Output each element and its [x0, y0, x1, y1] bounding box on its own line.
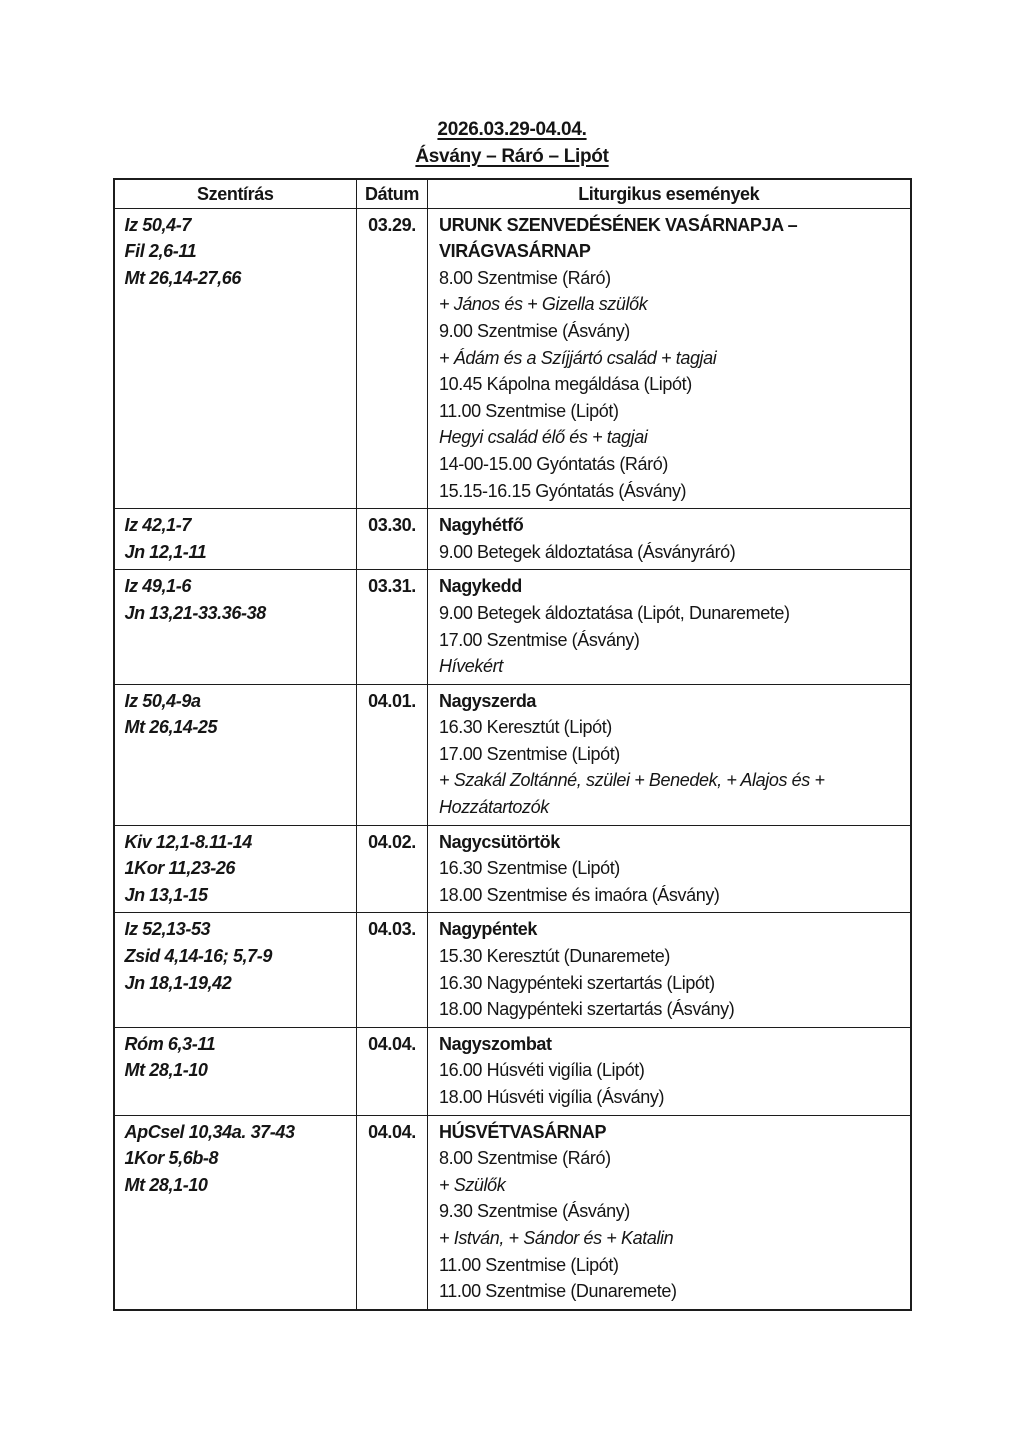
event-line: 11.00 Szentmise (Dunaremete): [439, 1281, 677, 1302]
scripture-reference: 1Kor 5,6b-8: [124, 1148, 219, 1169]
date-value: 04.04.: [368, 1121, 416, 1142]
event-line: URUNK SZENVEDÉSÉNEK VASÁRNAPJA –: [439, 214, 798, 235]
event-line: Nagypéntek: [439, 919, 538, 940]
events-cell: [428, 913, 911, 1027]
scripture-reference: Fil 2,6-11: [124, 241, 197, 262]
date-cell: [357, 825, 428, 913]
scripture-reference: Jn 12,1-11: [124, 541, 207, 562]
event-line: 16.30 Nagypénteki szertartás (Lipót): [439, 972, 715, 993]
event-line: 8.00 Szentmise (Ráró): [439, 1148, 611, 1169]
scripture-reference: Jn 18,1-19,42: [124, 972, 232, 993]
event-line: 16.30 Keresztút (Lipót): [439, 717, 612, 738]
scripture-reference: Mt 26,14-25: [124, 717, 218, 738]
event-line: 17.00 Szentmise (Ásvány): [439, 629, 640, 650]
date-value: 04.03.: [368, 919, 416, 940]
scripture-reference: Jn 13,21-33.36-38: [124, 602, 266, 623]
event-line: + István, + Sándor és + Katalin: [439, 1227, 674, 1248]
scripture-reference: Mt 28,1-10: [124, 1060, 208, 1081]
scripture-reference: Iz 42,1-7: [124, 515, 191, 536]
event-line: Hívekért: [439, 656, 503, 677]
event-line: HÚSVÉTVASÁRNAP: [439, 1121, 607, 1142]
events-cell: [428, 684, 911, 825]
scripture-cell: [114, 1027, 357, 1115]
table-header-date: Dátum: [357, 179, 428, 208]
events-cell: [428, 208, 911, 509]
event-line: Nagycsütörtök: [439, 831, 560, 852]
table-row: [114, 684, 911, 825]
event-line: Nagykedd: [439, 576, 522, 597]
scripture-reference: Jn 13,1-15: [124, 884, 208, 905]
scripture-cell: [114, 509, 357, 570]
events-cell: [428, 1027, 911, 1115]
event-line: 15.30 Keresztút (Dunaremete): [439, 946, 670, 967]
table-row: [114, 913, 911, 1027]
event-line: 9.30 Szentmise (Ásvány): [439, 1201, 630, 1222]
date-value: 04.02.: [368, 831, 416, 852]
scripture-cell: [114, 1115, 357, 1310]
event-line: Nagyhétfő: [439, 515, 524, 536]
date-cell: [357, 913, 428, 1027]
scripture-reference: Kiv 12,1-8.11-14: [124, 831, 252, 852]
scripture-reference: ApCsel 10,34a. 37-43: [124, 1121, 295, 1142]
event-line: + János és + Gizella szülők: [439, 294, 648, 315]
scripture-reference: Zsid 4,14-16; 5,7-9: [124, 946, 272, 967]
date-value: 04.04.: [368, 1033, 416, 1054]
liturgy-schedule-table: [113, 178, 912, 1311]
event-line: + Ádám és a Szíjjártó család + tagjai: [439, 347, 717, 368]
event-line: 9.00 Szentmise (Ásvány): [439, 320, 630, 341]
scripture-reference: Iz 50,4-7: [124, 214, 191, 235]
event-line: Nagyszerda: [439, 690, 537, 711]
date-cell: [357, 1027, 428, 1115]
event-line: 11.00 Szentmise (Lipót): [439, 1254, 619, 1275]
events-cell: [428, 1115, 911, 1310]
events-cell: [428, 570, 911, 684]
date-value: 03.31.: [368, 576, 416, 597]
scripture-cell: [114, 208, 357, 509]
event-line: 18.00 Szentmise és imaóra (Ásvány): [439, 884, 720, 905]
date-value: 03.29.: [368, 214, 416, 235]
scripture-reference: Róm 6,3-11: [124, 1033, 216, 1054]
page-title-locations: Ásvány – Ráró – Lipót: [415, 146, 609, 167]
scripture-cell: [114, 913, 357, 1027]
events-cell: [428, 509, 911, 570]
events-cell: [428, 825, 911, 913]
table-header-row: [114, 179, 911, 208]
event-line: 9.00 Betegek áldoztatása (Lipót, Dunaremete): [439, 602, 790, 623]
event-line: 9.00 Betegek áldoztatása (Ásványráró): [439, 541, 736, 562]
date-cell: [357, 570, 428, 684]
table-header-events: Liturgikus események: [428, 179, 911, 208]
event-line: 10.45 Kápolna megáldása (Lipót): [439, 374, 692, 395]
event-line: 16.00 Húsvéti vigília (Lipót): [439, 1060, 645, 1081]
document-title: [114, 116, 911, 170]
event-line: 14-00-15.00 Gyóntatás (Ráró): [439, 453, 668, 474]
table-row: [114, 1115, 911, 1310]
event-line: Hegyi család élő és + tagjai: [439, 427, 648, 448]
scripture-reference: Iz 52,13-53: [124, 919, 211, 940]
date-value: 04.01.: [368, 690, 416, 711]
table-row: [114, 509, 911, 570]
event-line: Hozzátartozók: [439, 797, 549, 818]
date-cell: [357, 1115, 428, 1310]
event-line: + Szülők: [439, 1174, 506, 1195]
table-header-scripture: Szentírás: [114, 179, 357, 208]
date-cell: [357, 208, 428, 509]
scripture-cell: [114, 570, 357, 684]
date-value: 03.30.: [368, 515, 416, 536]
event-line: 16.30 Szentmise (Lipót): [439, 858, 620, 879]
event-line: 15.15-16.15 Gyóntatás (Ásvány): [439, 480, 687, 501]
scripture-reference: Mt 28,1-10: [124, 1174, 208, 1195]
scripture-cell: [114, 825, 357, 913]
event-line: 18.00 Húsvéti vigília (Ásvány): [439, 1087, 665, 1107]
table-row: [114, 570, 911, 684]
table-row: [114, 1027, 911, 1115]
table-row: [114, 208, 911, 509]
event-line: + Szakál Zoltánné, szülei + Benedek, + Alajos és +: [439, 770, 825, 791]
page-title-date-range: 2026.03.29-04.04.: [437, 119, 587, 140]
date-cell: [357, 684, 428, 825]
event-line: 18.00 Nagypénteki szertartás (Ásvány): [439, 999, 735, 1020]
scripture-reference: Iz 49,1-6: [124, 576, 191, 597]
date-cell: [357, 509, 428, 570]
table-row: [114, 825, 911, 913]
event-line: VIRÁGVASÁRNAP: [439, 241, 591, 262]
event-line: Nagyszombat: [439, 1033, 552, 1054]
event-line: 17.00 Szentmise (Lipót): [439, 743, 620, 764]
scripture-reference: Iz 50,4-9a: [124, 690, 201, 711]
event-line: 11.00 Szentmise (Lipót): [439, 400, 619, 421]
scripture-reference: 1Kor 11,23-26: [124, 858, 236, 879]
scripture-reference: Mt 26,14-27,66: [124, 267, 241, 288]
scripture-cell: [114, 684, 357, 825]
table-body: [114, 208, 911, 1310]
event-line: 8.00 Szentmise (Ráró): [439, 267, 611, 288]
